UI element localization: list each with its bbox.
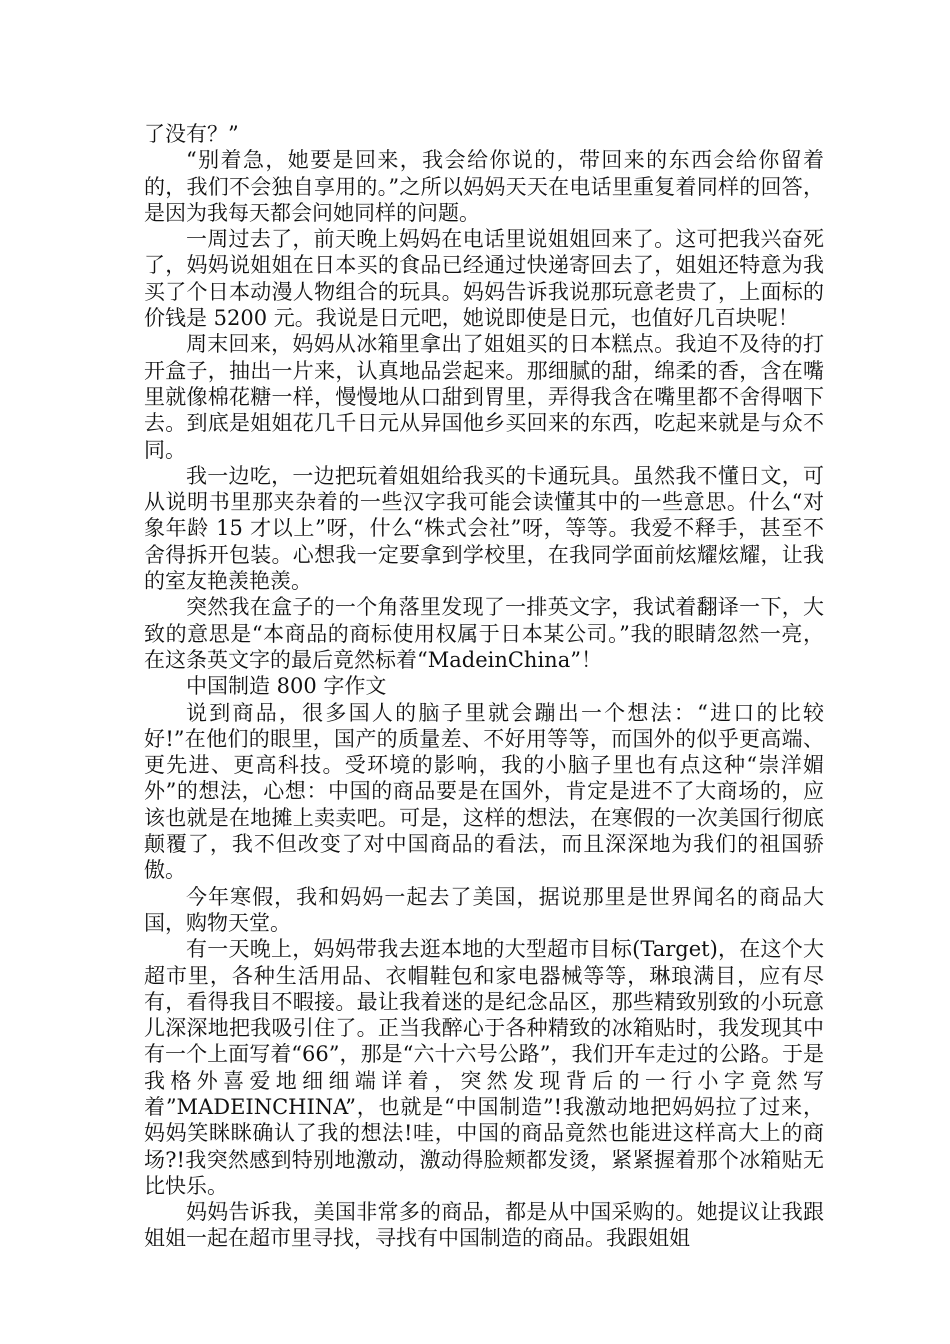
paragraph: 说到商品，很多国人的脑子里就会蹦出一个想法：“进口的比较好!”在他们的眼里，国产的质量差、不好用等等，而国外的似乎更高端、更先进、更高科技。受环境的影响，我的小脑子里也有点这种“崇洋媚外”的想法，心想：中国的商品要是在国外，肯定是进不了大商场的，应该也就是在地摊上卖卖吧。可是，这样的想法，在寒假的一次美国行彻底颠覆了，我不但改变了对中国商品的看法，而且深深地为我们的祖国骄傲。 — [144, 700, 824, 883]
essay-title: 中国制造 800 字作文 — [186, 674, 387, 699]
paragraph: 妈妈告诉我，美国非常多的商品，都是从中国采购的。她提议让我跟姐姐一起在超市里寻找，寻找有中国制造的商品。我跟姐姐 — [144, 1200, 824, 1251]
paragraph: 了没有？” — [144, 122, 239, 146]
paragraph: 有一天晚上，妈妈带我去逛本地的大型超市目标(Target)，在这个大超市里，各种生活用品、衣帽鞋包和家电器械等等，琳琅满目，应有尽有，看得我目不暇接。最让我着迷的是纪念品区，那些精致别致的小玩意儿深深地把我吸引住了。正当我醉心于各种精致的冰箱贴时，我发现其中有一个上面写着“66”，那是“六十六号公路”，我们开车走过的公路。于是我格外喜爱地细细端详着，突然发现背后的一行小字竟然写着”MADEINCHINA”，也就是“中国制造”!我激动地把妈妈拉了过来，妈妈笑眯眯确认了我的想法!哇，中国的商品竟然也能进这样高大上的商场?!我突然感到特别地激动，激动得脸颊都发烫，紧紧握着那个冰箱贴无比快乐。 — [144, 937, 824, 1198]
essay-body — [144, 121, 824, 1252]
paragraph: 我一边吃，一边把玩着姐姐给我买的卡通玩具。虽然我不懂日文，可从说明书里那夹杂着的一些汉字我可能会读懂其中的一些意思。什么“对象年龄 15 才以上”呀，什么“株式会社”呀，等等。我爱不释手，甚至不舍得拆开包装。心想我一定要拿到学校里，在我同学面前炫耀炫耀，让我的室友艳羡艳羡。 — [144, 463, 824, 594]
paragraph: 周末回来，妈妈从冰箱里拿出了姐姐买的日本糕点。我迫不及待的打开盒子，抽出一片来，认真地品尝起来。那细腻的甜，绵柔的香，含在嘴里就像棉花糖一样，慢慢地从口甜到胃里，弄得我含在嘴里都不舍得咽下去。到底是姐姐花几千日元从异国他乡买回来的东西，吃起来就是与众不同。 — [144, 332, 824, 462]
paragraph: 突然我在盒子的一个角落里发现了一排英文字，我试着翻译一下，大致的意思是“本商品的商标使用权属于日本某公司。”我的眼睛忽然一亮，在这条英文字的最后竟然标着“MadeinChina”！ — [144, 595, 824, 672]
paragraph: 一周过去了，前天晚上妈妈在电话里说姐姐回来了。这可把我兴奋死了，妈妈说姐姐在日本买的食品已经通过快递寄回去了，姐姐还特意为我买了个日本动漫人物组合的玩具。妈妈告诉我说那玩意老贵了，上面标的价钱是 5200 元。我说是日元吧，她说即使是日元，也值好几百块呢！ — [144, 227, 824, 331]
paragraph: 今年寒假，我和妈妈一起去了美国，据说那里是世界闻名的商品大国，购物天堂。 — [144, 884, 824, 935]
paragraph: “别着急，她要是回来，我会给你说的，带回来的东西会给你留着的，我们不会独自享用的。”之所以妈妈天天在电话里重复着同样的回答，是因为我每天都会问她同样的问题。 — [144, 148, 824, 225]
